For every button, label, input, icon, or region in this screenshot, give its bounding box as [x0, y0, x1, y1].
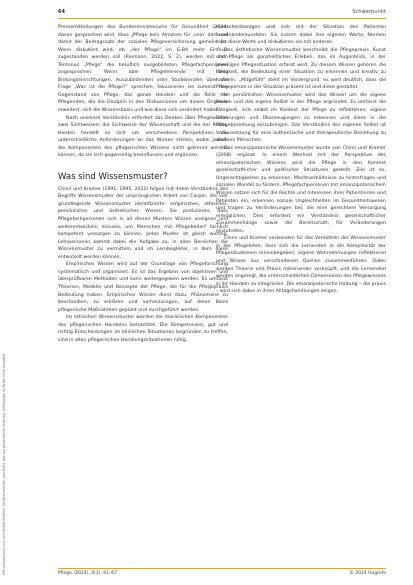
paragraph: Nach unserem Verständnis erfordert das Denken über Pflegewissen zwei Sichtweisen: die Sichtweise der Wissenschaft und die der Praxis. Hierbei handelt es sich um verschiedene Perspektiven, die unterschiedliche Anforderungen an das Wissen stellen, wobei jedoch die Komponenten des pflegerischen Wissens nicht getrennt werden können, da sie sich gegenseitig beeinflussen und ergänzen.	[58, 115, 228, 159]
page-number: 64	[58, 9, 65, 15]
paragraph: menschenbezogen und sich mit der Situation des Patienten auseinanderzusetzen. Sie nutzen dabei ihre eigenen Werte, Normen oder diese Werte und diskutieren sie mit anderen.	[216, 25, 386, 46]
paragraph: Das emanzipatorische Wissensmuster wurde von Chinn und Kramer (2008) ergänzt. In einem Wechsel mit der Perspektive des emanzipatorischen Wissens wird die Pflege in den Kontext gesellschaftlicher und politischer Strukturen gestellt. Ziel ist es, Ungerechtigkeiten zu erkennen, Machtverhältnisse zu hinterfragen und sozialen Wandel zu fördern. Pflegefachpersonen mit emanzipatorischem Wissen setzen sich für die Rechte und Interessen ihrer Patientinnen und Patienten ein, erkennen soziale Ungleichheiten im Gesundheitswesen und tragen zu Veränderungen bei, die eine gerechtere Versorgung ermöglichen. Dies erfordert ein Verständnis gesellschaftlicher Zusammenhänge sowie die Bereitschaft, für Veränderungen einzutreten.	[216, 145, 386, 234]
paragraph: Das ästhetische Wissensmuster beschreibt die Pflegepraxis. Kunst und Pflege als ganzheitliches Erleben, das im Augenblick, in der jeweiligen Pflegesituation erfasst wird. Zu diesem Wissen gehören die Fähigkeit, die Bedeutung einer Situation zu erkennen und kreativ zu handeln. „Mitgefühl“ steht im Vordergrund; es wird deutlich, dass die Pflegeperson in der Situation präsent ist und diese gestaltet.	[216, 47, 386, 91]
paragraph: Chinn und Kramer verwenden für das Vermitteln der Wissensmuster in der Pflegelehre, dass sich die Lernenden in die Komplexität der Pflegesituationen hineinbegeben, eigene Wahrnehmungen reflektieren und Wissen aus verschiedenen Quellen zusammenführen. Dabei werden Theorie und Praxis miteinander verknüpft, und die Lernenden werden angeregt, die unterschiedlichen Dimensionen des Pflegewissens in ihr Handeln zu integrieren. Die emanzipatorische Haltung – die praxis – wird sich dabei in ihren Alltagshandlungen zeigen.	[216, 236, 386, 295]
left-column	[58, 24, 228, 344]
footer-divider	[58, 568, 386, 569]
paragraph: Im persönlichen Wissensmuster wird das Wissen um die eigene Person und das eigene Selbst in der Pflege ergründet. Es umfasst die Fähigkeit, sich selbst im Kontext der Pflege zu reflektieren, eigene Erfahrungen und Überzeugungen zu erkennen und diese in die Pflegebeziehung einzubringen. Das Verständnis des eigenen Selbst ist Voraussetzung für eine authentische und therapeutische Beziehung zu anderen Menschen.	[216, 92, 386, 144]
side-watermark-text: Heruntergeladen von: Universität Bremen. Urheberrechtlich geschützt. Nur zur persönlichen Nutzung. Weitergabe an Dritte nicht gestattet.	[2, 352, 6, 575]
running-header-section: Schwerpunkt	[352, 9, 386, 15]
side-watermark-strip	[0, 0, 10, 585]
footer-publisher: © 2024 Hogrefe	[349, 571, 386, 576]
paragraph: Pressemitteilungen des Bundesministeriums für Gesundheit (2024) davon gesprochen wird, dass „Pflege kein Almosen für ‚sein‘ darf und damit der Beitragssatz der sozialen Pflegeversicherung gemeint ist. Wenn diskutiert wird, ob „der Pflege“ im G-BA mehr Einfluss zugestanden werden soll (Riemann, 2022, S. 2), werden mit dem Terminus „Pflege“ die beruflich ausgebildeten Pflegefachpersonen angesprochen. Wenn aber Pflegelehrende mit ihren Bildungseinrichtungen, Auszubildenden oder Studierenden über die Frage „Was ist die Pflege?“ sprechen, fokussieren sie zumeist den Gegenstand von Pflege, das ganze Handeln und die Rolle der Pflegenden, die die Disziplin in den Diskussionen um dieses Originale erweitert, sich die Wissensbasis und wie diese sich verändert haben.	[58, 25, 228, 114]
header-divider	[58, 18, 386, 19]
paragraph: Empirisches Wissen wird auf der Grundlage von Pflegeforschung systematisch und organisiert. Es ist das Ergebnis von objektiven und überprüfbaren Methoden und kann weitergegeben werden. Es umfasst Theorien, Modelle und Konzepte der Pflege, die für die Pflegepraxis Bedeutung haben. Empirisches Wissen dient dazu, Phänomene zu beschreiben, zu erklären und vorherzusagen, auf deren Basis pflegerische Maßnahmen geplant und durchgeführt werden.	[58, 262, 228, 313]
right-column	[216, 24, 386, 296]
paragraph: Im ethischen Wissensmuster werden die moralischen Komponenten des pflegerischen Handelns betrachtet. Die Kompetenzen, gut und richtig Entscheidungen im klinischen Situationen begründen zu treffen, sind in allen pflegerischen Handlungssituationen nötig.	[58, 315, 228, 343]
footer-citation: Pflege (2024), 2(1), 61–67	[58, 571, 117, 576]
section-heading: Was sind Wissensmuster?	[58, 171, 168, 182]
paragraph: Chinn und Kramer (1991, 1995, 2022) folgen mit ihrem Verständnis des Begriffs Wissensmuster der ursprünglichen Arbeit von Carper, die vier grundlegende Wissensmuster identifizierte: empirisches, ethisches, persönliches und ästhetisches Wissen. Sie postulieren, dass Pflegefachpersonen sich in all diesen Mustern Wissen aneignen und weiterentwickeln müssen, um Menschen mit Pflegebedarf fachlich kompetent versorgen zu können. Jedes Muster ist gleich wichtig. Lehrpersonen kommt dabei die Aufgabe zu, in allen Bereichen die Wissensmuster zu vermitteln und im Lernbegleiter, in dem diese entwickelt werden können.	[58, 186, 228, 260]
